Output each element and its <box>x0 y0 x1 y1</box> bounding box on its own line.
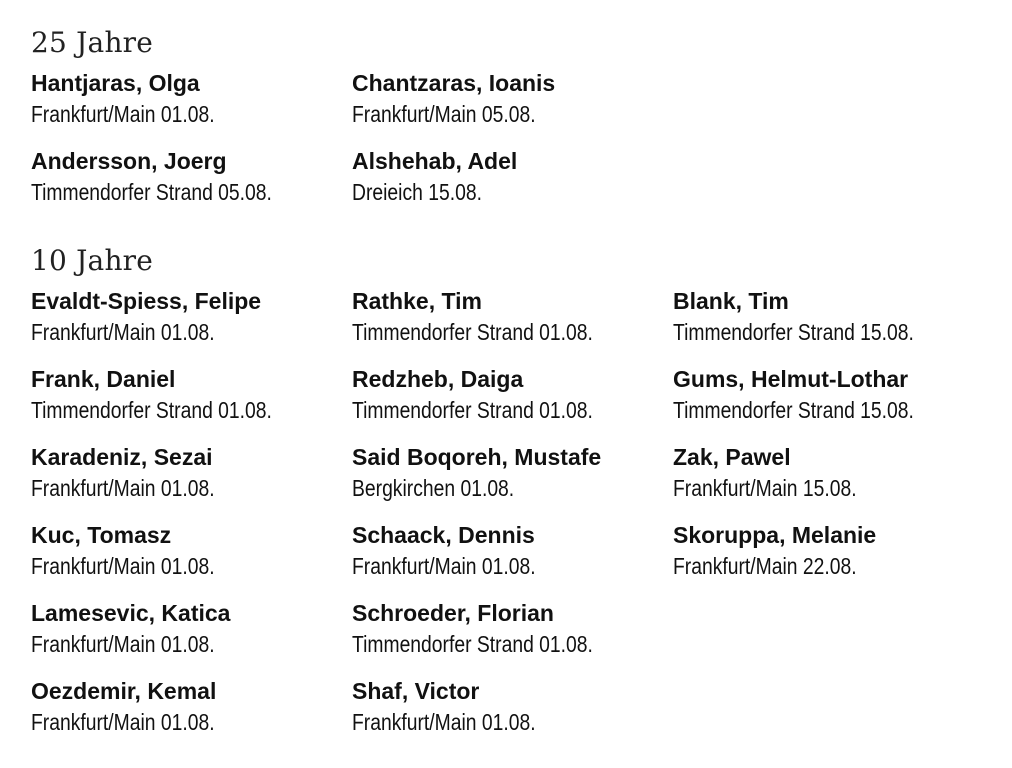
list-item <box>31 286 352 348</box>
employee-name: Skoruppa, Melanie <box>673 522 877 548</box>
employee-name: Blank, Tim <box>673 288 789 314</box>
location-date: Frankfurt/Main 01.08. <box>31 631 215 657</box>
list-item <box>352 598 673 660</box>
location-date: Timmendorfer Strand 15.08. <box>673 397 914 423</box>
location-date: Frankfurt/Main 01.08. <box>31 101 215 127</box>
employee-name: Chantzaras, Ioanis <box>352 70 556 96</box>
list-item <box>31 68 352 130</box>
section-heading-25-jahre: 25 Jahre <box>31 26 154 59</box>
section-heading-10-jahre: 10 Jahre <box>31 244 154 277</box>
location-date: Frankfurt/Main 01.08. <box>31 553 215 579</box>
location-date: Bergkirchen 01.08. <box>352 475 515 501</box>
list-item <box>352 146 673 208</box>
list-item <box>352 286 673 348</box>
employee-name: Said Boqoreh, Mustafe <box>352 444 602 470</box>
location-date: Timmendorfer Strand 01.08. <box>352 319 593 345</box>
location-date: Dreieich 15.08. <box>352 179 482 205</box>
employee-name: Evaldt-Spiess, Felipe <box>31 288 262 314</box>
employee-name: Redzheb, Daiga <box>352 366 524 392</box>
list-item <box>673 442 994 504</box>
employee-name: Schroeder, Florian <box>352 600 554 626</box>
location-date: Frankfurt/Main 15.08. <box>673 475 857 501</box>
list-item <box>31 442 352 504</box>
location-date: Frankfurt/Main 01.08. <box>31 475 215 501</box>
employee-name: Oezdemir, Kemal <box>31 678 217 704</box>
list-item <box>31 520 352 582</box>
employee-name: Hantjaras, Olga <box>31 70 200 96</box>
empty-cell <box>673 68 994 130</box>
location-date: Timmendorfer Strand 01.08. <box>352 397 593 423</box>
employee-name: Schaack, Dennis <box>352 522 535 548</box>
location-date: Timmendorfer Strand 01.08. <box>352 631 593 657</box>
location-date: Frankfurt/Main 01.08. <box>31 709 215 735</box>
location-date: Frankfurt/Main 05.08. <box>352 101 536 127</box>
location-date: Frankfurt/Main 01.08. <box>31 319 215 345</box>
employee-name: Frank, Daniel <box>31 366 176 392</box>
employee-name: Kuc, Tomasz <box>31 522 172 548</box>
employee-name: Karadeniz, Sezai <box>31 444 213 470</box>
list-item <box>352 68 673 130</box>
employee-name: Lamesevic, Katica <box>31 600 231 626</box>
employee-name: Andersson, Joerg <box>31 148 227 174</box>
entries-25-jahre <box>31 68 994 208</box>
location-date: Timmendorfer Strand 05.08. <box>31 179 272 205</box>
employee-name: Gums, Helmut-Lothar <box>673 366 909 392</box>
list-item <box>31 676 352 738</box>
employee-name: Shaf, Victor <box>352 678 480 704</box>
location-date: Frankfurt/Main 01.08. <box>352 553 536 579</box>
location-date: Frankfurt/Main 22.08. <box>673 553 857 579</box>
location-date: Timmendorfer Strand 15.08. <box>673 319 914 345</box>
list-item <box>31 146 352 208</box>
list-item <box>673 364 994 426</box>
list-item <box>31 598 352 660</box>
employee-name: Rathke, Tim <box>352 288 482 314</box>
list-item <box>352 364 673 426</box>
list-item <box>352 520 673 582</box>
list-item <box>31 364 352 426</box>
list-item <box>352 442 673 504</box>
list-item <box>673 520 994 582</box>
location-date: Timmendorfer Strand 01.08. <box>31 397 272 423</box>
employee-name: Zak, Pawel <box>673 444 791 470</box>
list-item <box>352 676 673 738</box>
employee-name: Alshehab, Adel <box>352 148 518 174</box>
list-item <box>673 286 994 348</box>
location-date: Frankfurt/Main 01.08. <box>352 709 536 735</box>
entries-10-jahre <box>31 286 994 738</box>
